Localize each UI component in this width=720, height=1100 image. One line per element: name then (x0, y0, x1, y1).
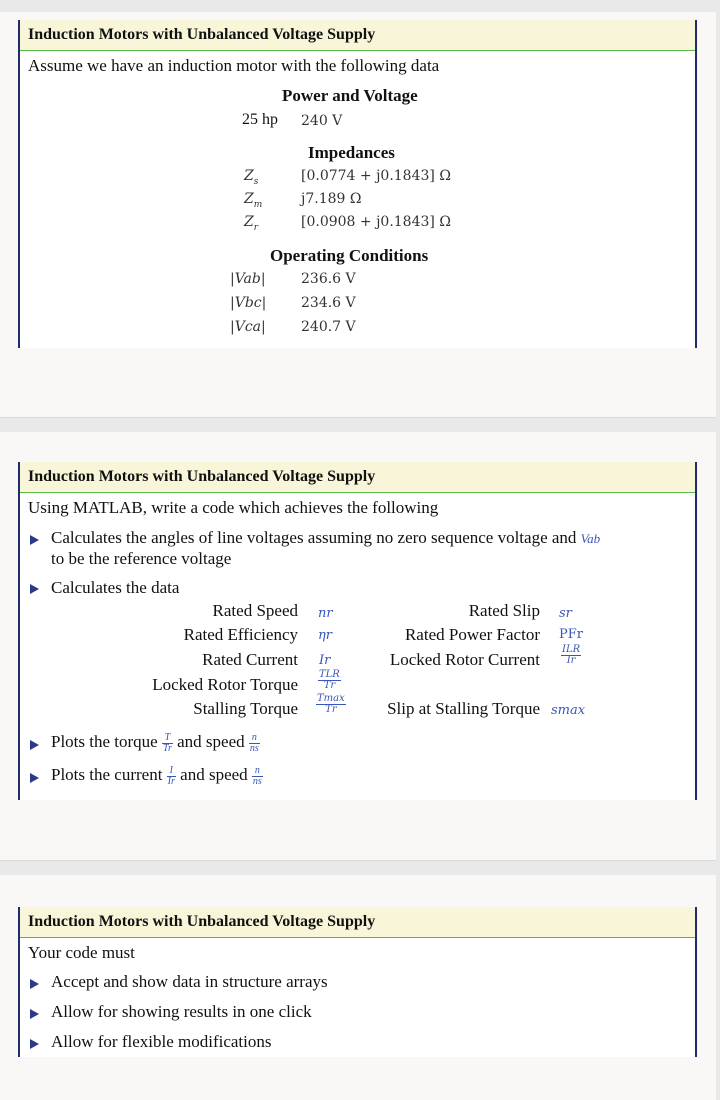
slide-1 (18, 20, 697, 348)
rated-power-factor-label: Rated Power Factor (404, 625, 540, 644)
stalling-torque-symbol: $\frac{Tmax}{Tr}$ (317, 693, 345, 715)
rated-efficiency-symbol: ηr (318, 628, 333, 643)
vbc-label: |Vbc| (230, 295, 267, 311)
page-2 (0, 432, 716, 861)
rated-efficiency-label: Rated Efficiency (183, 625, 298, 644)
bullet-marker (30, 584, 39, 594)
power-voltage: 240 V (301, 113, 343, 129)
bullet-item: Accept and show data in structure arrays (51, 972, 328, 991)
page-1 (0, 12, 716, 418)
rated-slip-label: Rated Slip (468, 601, 540, 620)
operating-heading: Operating Conditions (270, 246, 429, 265)
zs-label: $Z_s$ (244, 168, 259, 187)
locked-rotor-torque-symbol: $\frac{\text{TLR}}{Tr}$ (319, 669, 340, 691)
impedance-heading: Impedances (308, 143, 395, 162)
zm-value: j7.189 Ω (301, 191, 362, 207)
power-hp: 25 hp (242, 111, 278, 128)
bullet-item: Calculates the angles of line voltages assuming no zero sequence voltage and Vab (51, 528, 601, 547)
page-3 (0, 875, 716, 1100)
bullet-marker (30, 1009, 39, 1019)
vca-label: |Vca| (230, 319, 266, 335)
slide-title: Induction Motors with Unbalanced Voltage Supply (20, 907, 695, 938)
rated-speed-symbol: nr (318, 606, 333, 621)
zm-label: $Z_m$ (244, 191, 263, 210)
slip-stalling-label: Slip at Stalling Torque (387, 699, 540, 718)
rated-current-label: Rated Current (202, 650, 298, 669)
bullet-marker (30, 979, 39, 989)
zr-label: $Z_r$ (244, 214, 259, 233)
rated-power-factor-symbol: PFr (559, 627, 583, 642)
rated-slip-symbol: sr (559, 606, 572, 621)
bullet-item: Allow for flexible modifications (51, 1032, 272, 1051)
stalling-torque-label: Stalling Torque (193, 699, 298, 718)
bullet-item: Calculates the data (51, 578, 180, 597)
bullet-item: Allow for showing results in one click (51, 1002, 312, 1021)
vab-value: 236.6 V (301, 271, 356, 287)
slide-title: Induction Motors with Unbalanced Voltage Supply (20, 20, 695, 51)
bullet-marker (30, 773, 39, 783)
slide-title: Induction Motors with Unbalanced Voltage Supply (20, 462, 695, 493)
bullet-item: Plots the current $\frac{I}{Ir}$ and speed $\frac{n}{ns}$ (51, 764, 262, 787)
bullet-item: Plots the torque $\frac{T}{Tr}$ and speed $\frac{n}{ns}$ (51, 731, 259, 754)
rated-current-symbol: Ir (319, 653, 331, 668)
bullet-marker (30, 740, 39, 750)
rated-speed-label: Rated Speed (212, 601, 298, 620)
slide-intro: Assume we have an induction motor with the following data (28, 56, 440, 75)
vab-label: |Vab| (230, 271, 266, 287)
power-heading: Power and Voltage (282, 86, 418, 105)
bullet-marker (30, 535, 39, 545)
zr-value: [0.0908 + j0.1843] Ω (301, 214, 451, 230)
locked-rotor-current-label: Locked Rotor Current (389, 650, 540, 669)
vca-value: 240.7 V (301, 319, 356, 335)
vbc-value: 234.6 V (301, 295, 356, 311)
slide-3 (18, 907, 697, 1057)
slide-intro: Using MATLAB, write a code which achieves the following (28, 498, 439, 517)
slide-intro: Your code must (28, 943, 135, 962)
slide-2 (18, 462, 697, 800)
bullet-marker (30, 1039, 39, 1049)
locked-rotor-torque-label: Locked Rotor Torque (152, 675, 298, 694)
slip-stalling-symbol: smax (551, 703, 586, 718)
zs-value: [0.0774 + j0.1843] Ω (301, 168, 451, 184)
locked-rotor-current-symbol: $\frac{\text{ILR}}{Ir}$ (562, 644, 581, 666)
bullet-item-continuation: to be the reference voltage (51, 549, 232, 568)
